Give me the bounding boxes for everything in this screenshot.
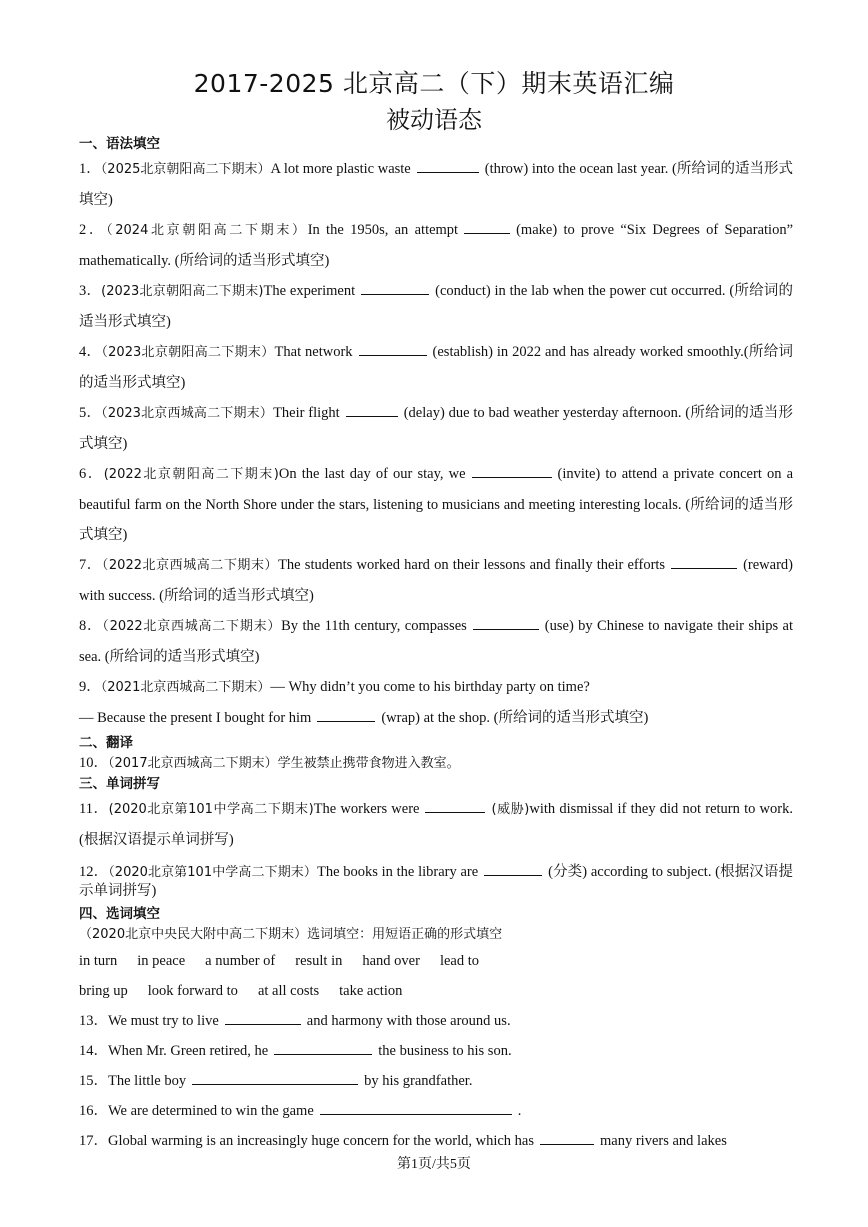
answer-blank[interactable] [192,1070,358,1085]
question-5: 5．（2023北京西城高二下期末）Their flight (delay) due to bad weather yesterday afternoon. (所给词的适当形式填空) [79,398,793,459]
answer-blank[interactable] [361,280,429,295]
answer-blank[interactable] [472,463,552,478]
question-1: 1．（2025北京朝阳高二下期末）A lot more plastic waste (throw) into the ocean last year. (所给词的适当形式填空) [79,154,793,215]
question-7: 7．（2022北京西城高二下期末）The students worked hard on their lessons and finally their efforts (reward) with success. (所给词的适当形式填空) [79,550,793,611]
question-17: 17．Global warming is an increasingly huge concern for the world, which has many rivers and lakes [79,1126,793,1156]
page-number: 第1页/共5页 [397,1157,471,1172]
answer-blank[interactable] [359,341,427,356]
question-9-response: — Because the present I bought for him (wrap) at the shop. (所给词的适当形式填空) [79,703,793,733]
answer-blank[interactable] [464,219,510,234]
question-16: 16．We are determined to win the game . [79,1096,793,1126]
question-2: 2．（2024北京朝阳高二下期末）In the 1950s, an attempt (make) to prove “Six Degrees of Separation” mathematically. (所给词的适当形式填空) [79,215,793,276]
document-body [79,134,793,1156]
answer-blank[interactable] [473,615,539,630]
section-heading-spelling: 三、单词拼写 [79,776,160,792]
answer-blank[interactable] [484,861,542,876]
question-12: 12．（2020北京第101中学高二下期末）The books in the library are (分类) according to subject. (根据汉语提示单词拼写) [79,855,793,904]
section-heading-translation: 二、翻译 [79,735,133,751]
answer-blank[interactable] [320,1100,512,1115]
document-subtitle: 被动语态 [386,106,482,134]
document-title: 2017-2025 北京高二（下）期末英语汇编 [193,69,675,98]
word-options-row-1: in turn in peace a number of result in hand over lead to [79,953,479,969]
question-15: 15．The little boy by his grandfather. [79,1066,793,1096]
word-options-row-2: bring up look forward to at all costs take action [79,983,403,999]
question-8: 8．（2022北京西城高二下期末）By the 11th century, compasses (use) by Chinese to navigate their ships at sea. (所给词的适当形式填空) [79,611,793,672]
answer-blank[interactable] [671,554,737,569]
answer-blank[interactable] [425,798,485,813]
answer-blank[interactable] [274,1040,372,1055]
passage-intro: （2020北京中央民大附中高二下期末）选词填空：用短语正确的形式填空 [79,927,503,942]
question-11: 11．(2020北京第101中学高二下期末)The workers were (威胁)with dismissal if they did not return to work. (根据汉语提示单词拼写) [79,794,793,855]
question-3: 3．(2023北京朝阳高二下期末)The experiment (conduct) in the lab when the power cut occurred. (所给词的适当形式填空) [79,276,793,337]
section-heading-word-choice: 四、选词填空 [79,906,160,922]
question-13: 13．We must try to live and harmony with those around us. [79,1006,793,1036]
question-10: 10．（2017北京西城高二下期末）学生被禁止携带食物进入教室。 [79,755,460,771]
question-14: 14．When Mr. Green retired, he the business to his son. [79,1036,793,1066]
answer-blank[interactable] [540,1130,594,1145]
section-heading-grammar: 一、语法填空 [79,136,160,152]
answer-blank[interactable] [417,158,479,173]
question-4: 4．（2023北京朝阳高二下期末）That network (establish) in 2022 and has already worked smoothly.(所给词的适当形式填空) [79,337,793,398]
answer-blank[interactable] [346,402,398,417]
answer-blank[interactable] [225,1010,301,1025]
question-9: 9．（2021北京西城高二下期末）— Why didn’t you come to his birthday party on time? [79,679,590,695]
question-6: 6．(2022北京朝阳高二下期末)On the last day of our stay, we (invite) to attend a private concert on a beautiful farm on the North Shore under the stars, listening to musicians and meeting interesting locals. (所给词的适当形式填空) [79,459,793,550]
answer-blank[interactable] [317,707,375,722]
